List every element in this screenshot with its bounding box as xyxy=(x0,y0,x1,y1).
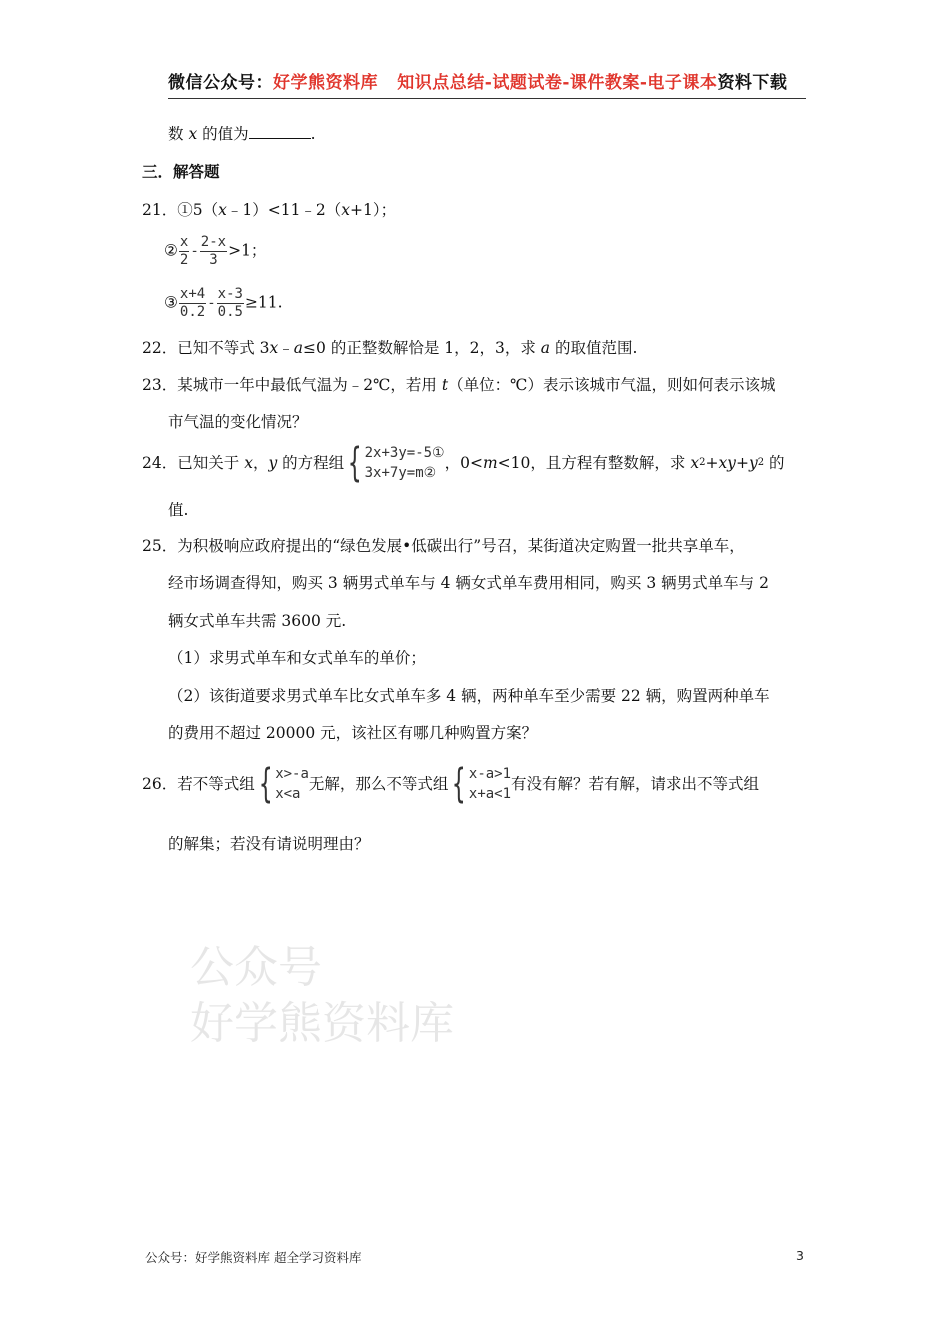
page-number: 3 xyxy=(796,1248,804,1263)
q21-line1 xyxy=(142,200,396,220)
watermark-line1: 公众号 xyxy=(190,942,322,993)
section-title: 三．解答题 xyxy=(142,162,220,181)
left-brace: { xyxy=(258,761,273,807)
q26-system1: { x>-a x<a xyxy=(258,761,309,807)
answer-blank xyxy=(249,124,311,139)
q24-line1: 24． 已知关于 x ， y 的方程组 { 2x+3y=-5① 3x+7y=m② ，0< m <10，且方程有整数解，求 x 2 +xy+ y 2 的 xyxy=(142,440,785,486)
page-header xyxy=(168,68,787,93)
q21-p2-frac2: $\frac{2-x}{3}$ xyxy=(200,234,227,268)
q25-sub2-line1: （2）该街道要求男式单车比女式单车多 4 辆，两种单车至少需要 22 辆，购置两种单车 xyxy=(168,687,770,705)
watermark xyxy=(190,940,454,1052)
q21-p2-tail: >1； xyxy=(228,241,267,260)
q23-line1: 23．某城市一年中最低气温为﹣2℃，若用 t（单位：℃）表示该城市气温，则如何表示该城 xyxy=(142,376,776,394)
carry-end: . xyxy=(310,125,316,143)
left-brace: { xyxy=(347,440,362,486)
footer-text: 公众号：好学熊资料库 超全学习资料库 xyxy=(145,1250,362,1265)
q25-line2: 经市场调查得知，购买 3 辆男式单车与 4 辆女式单车费用相同，购买 3 辆男式单车与 2 xyxy=(168,574,769,592)
q25-sub1: （1）求男式单车和女式单车的单价； xyxy=(168,649,426,667)
q26-system2: { x-a>1 x+a<1 xyxy=(452,761,512,807)
q25-sub2-line2: 的费用不超过 20000 元，该社区有哪几种购置方案？ xyxy=(168,724,538,742)
q21-p3-frac1: $\frac{x+4}{0.2}$ xyxy=(179,286,206,320)
q24-equation-system: { 2x+3y=-5① 3x+7y=m② xyxy=(347,440,445,486)
q21-p2-op: - xyxy=(190,243,199,260)
q26-line2: 的解集；若没有请说明理由？ xyxy=(168,835,370,853)
q21-p3-mark: ③ xyxy=(164,293,178,312)
q25-line1: 25．为积极响应政府提出的“绿色发展•低碳出行”号召，某街道决定购置一批共享单车， xyxy=(142,537,745,555)
watermark-line2: 好学熊资料库 xyxy=(190,998,454,1049)
q21-p2-frac1: $\frac{x}{2}$ xyxy=(179,234,189,268)
carry-var: x xyxy=(188,125,198,143)
carry-pre: 数 xyxy=(168,125,184,143)
header-brand: 好学熊资料库 xyxy=(273,73,378,93)
header-tagline: 知识点总结-试题试卷-课件教案-电子课本 xyxy=(397,73,718,93)
header-tail: 资料下载 xyxy=(717,73,788,93)
left-brace: { xyxy=(452,761,467,807)
carry-line xyxy=(168,124,316,144)
q24-line2: 值. xyxy=(168,501,189,519)
q21-var: x xyxy=(218,201,227,219)
q21-p2-mark: ② xyxy=(164,241,178,260)
q21-part1: ①5（ xyxy=(177,201,219,219)
q25-line3: 辆女式单车共需 3600 元. xyxy=(168,612,347,630)
q21-part3 xyxy=(164,286,283,321)
q21-p3-frac2: $\frac{x-3}{0.5}$ xyxy=(217,286,243,320)
q21-var2: x xyxy=(341,201,351,219)
q22: 22．已知不等式 3x﹣a≤0 的正整数解恰是 1，2，3，求 a 的取值范围. xyxy=(142,339,638,357)
carry-post: 的值为 xyxy=(202,125,249,143)
header-rule xyxy=(168,98,806,99)
q21-label: 21． xyxy=(142,201,178,219)
q21-part1c: +1）； xyxy=(350,201,397,219)
q21-p3-op: - xyxy=(207,295,216,312)
q21-p3-tail: ≥11. xyxy=(244,293,283,312)
q26-line1: 26． 若不等式组 { x>-a x<a 无解，那么不等式组 { x-a>1 x+a<1 有没有解？若有解，请求出不等式组 xyxy=(142,761,760,807)
header-prefix: 微信公众号： xyxy=(168,73,273,93)
q21-part1b: ﹣1）<11﹣2（ xyxy=(226,201,342,219)
q23-line2: 市气温的变化情况？ xyxy=(168,413,308,431)
q21-part2 xyxy=(164,234,266,269)
